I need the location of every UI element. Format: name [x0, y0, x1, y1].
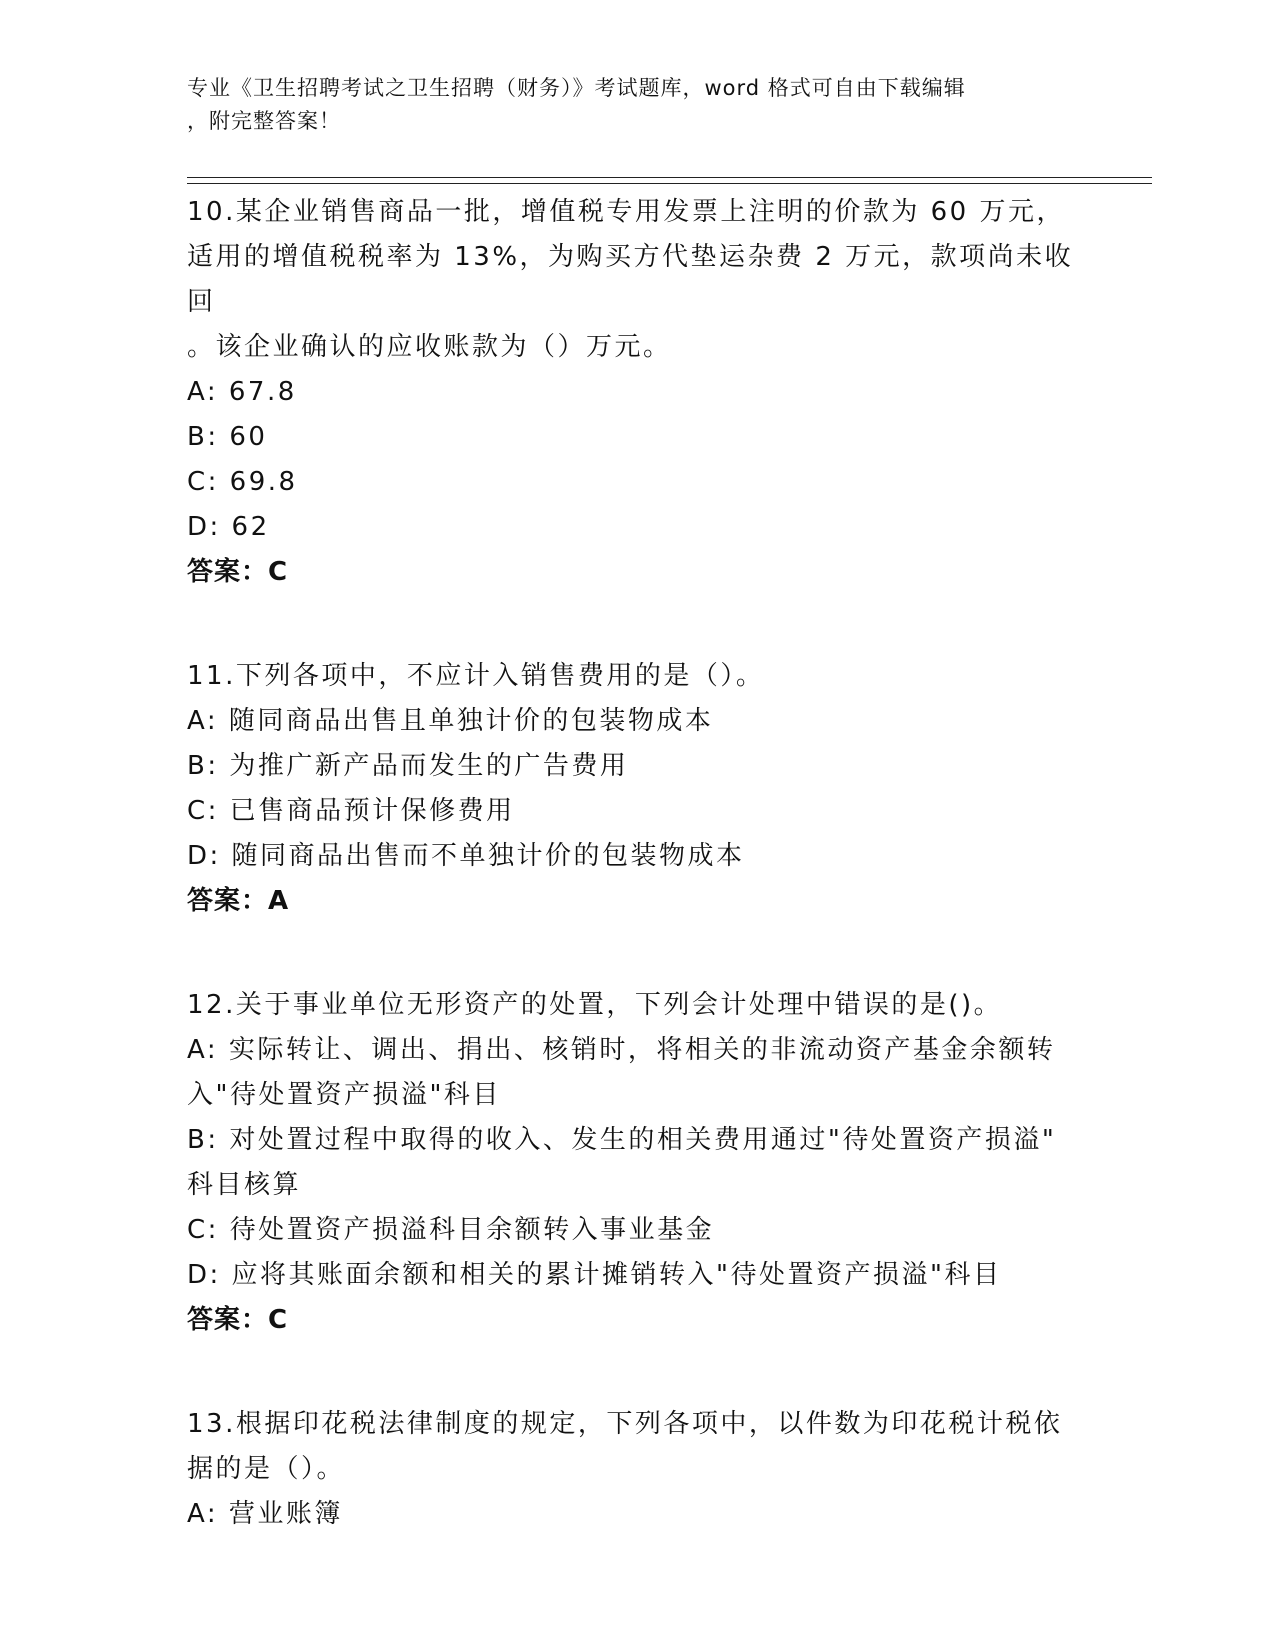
option-a: A: 营业账簿	[187, 1499, 343, 1529]
option-b: B: 对处置过程中取得的收入、发生的相关费用通过"待处置资产损溢"	[187, 1125, 1057, 1155]
question-text: 12.关于事业单位无形资产的处置，下列会计处理中错误的是()。	[187, 990, 1003, 1020]
option-d: D: 62	[187, 512, 270, 542]
question-13	[187, 1402, 1087, 1537]
question-text: 10.某企业销售商品一批，增值税专用发票上注明的价款为 60 万元，	[187, 197, 1065, 227]
question-10	[187, 190, 1087, 595]
question-text: 13.根据印花税法律制度的规定，下列各项中，以件数为印花税计税依	[187, 1409, 1063, 1439]
answer: 答案：A	[187, 886, 290, 916]
header-line-1: 专业《卫生招聘考试之卫生招聘（财务）》考试题库，word 格式可自由下载编辑	[187, 76, 966, 100]
answer: 答案：C	[187, 557, 289, 587]
answer: 答案：C	[187, 1305, 289, 1335]
header-line-2: ，附完整答案！	[187, 109, 341, 133]
option-b-continued: 科目核算	[187, 1170, 302, 1200]
question-text: 适用的增值税税率为 13%，为购买方代垫运杂费 2 万元，款项尚未收回	[187, 242, 1074, 317]
question-12	[187, 983, 1087, 1343]
header-divider	[187, 177, 1152, 184]
option-c: C: 已售商品预计保修费用	[187, 796, 515, 826]
option-a: A: 实际转让、调出、捐出、核销时，将相关的非流动资产基金余额转	[187, 1035, 1056, 1065]
question-text: 据的是（）。	[187, 1454, 346, 1484]
option-b: B: 为推广新产品而发生的广告费用	[187, 751, 629, 781]
option-d: D: 应将其账面余额和相关的累计摊销转入"待处置资产损溢"科目	[187, 1260, 1002, 1290]
option-c: C: 待处置资产损溢科目余额转入事业基金	[187, 1215, 715, 1245]
option-a: A: 随同商品出售且单独计价的包装物成本	[187, 706, 714, 736]
question-list	[187, 190, 1087, 1596]
question-text: 11.下列各项中，不应计入销售费用的是（）。	[187, 661, 765, 691]
option-b: B: 60	[187, 422, 268, 452]
question-text: 。该企业确认的应收账款为（）万元。	[187, 332, 672, 362]
option-d: D: 随同商品出售而不单独计价的包装物成本	[187, 841, 745, 871]
document-header	[187, 72, 1087, 138]
question-11	[187, 654, 1087, 924]
option-a-continued: 入"待处置资产损溢"科目	[187, 1080, 501, 1110]
option-c: C: 69.8	[187, 467, 298, 497]
option-a: A: 67.8	[187, 377, 297, 407]
